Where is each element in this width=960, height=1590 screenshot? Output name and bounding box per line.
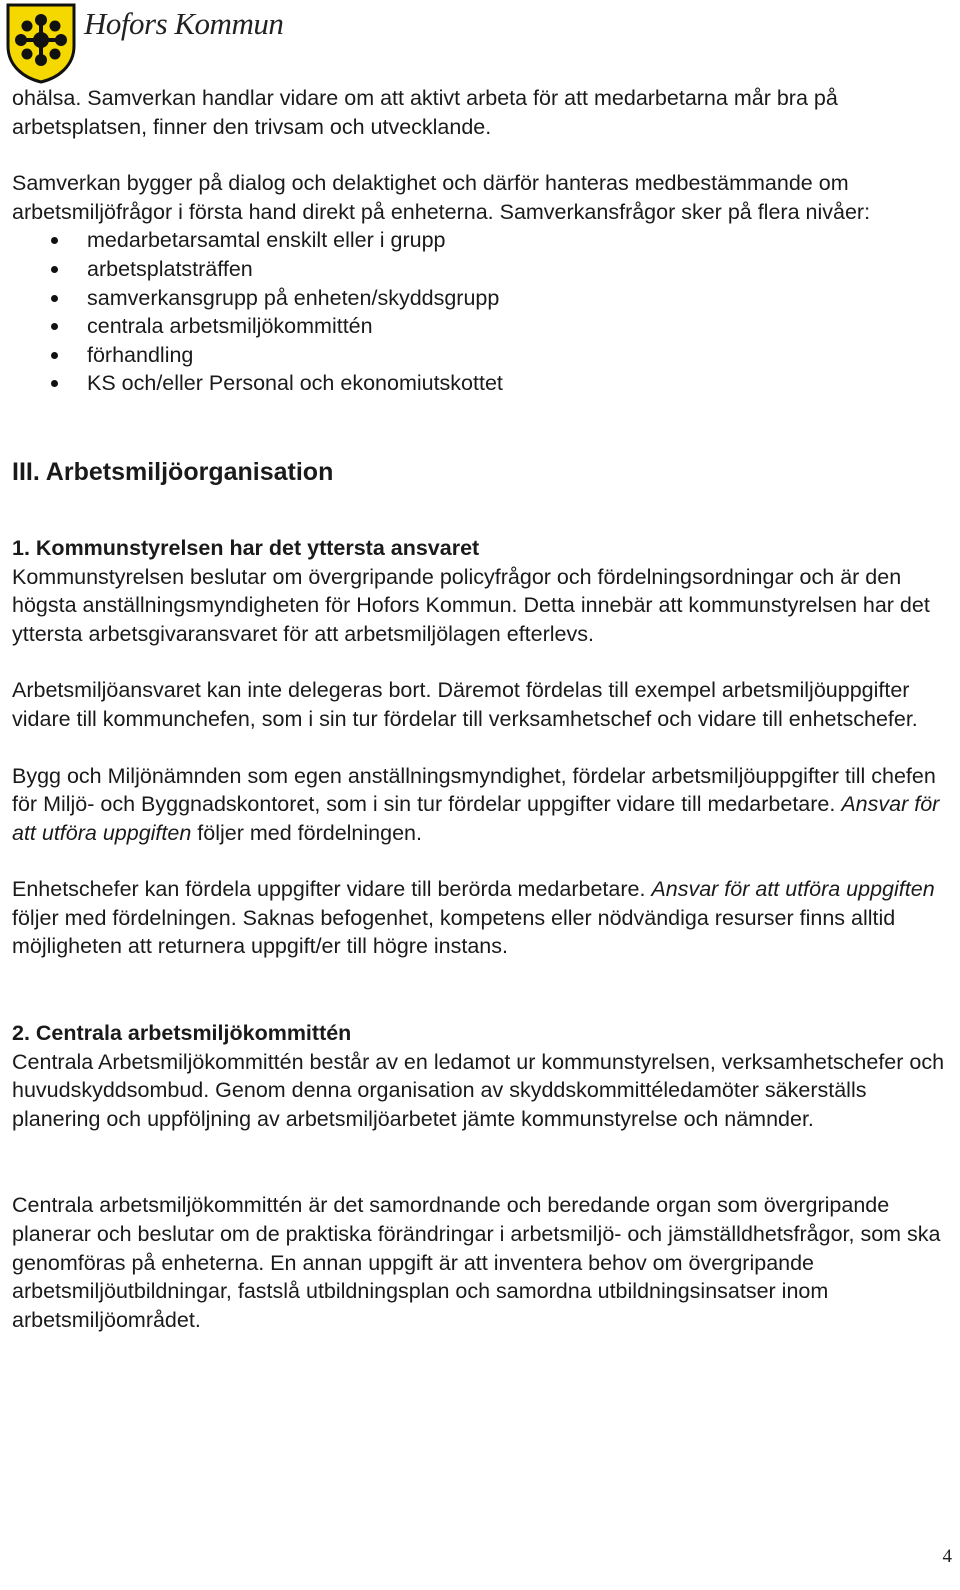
text-run: följer med fördelningen.: [197, 820, 422, 845]
list-item: samverkansgrupp på enheten/skyddsgrupp: [12, 284, 952, 313]
paragraph: Centrala Arbetsmiljökommittén består av en ledamot ur kommunstyrelsen, verksamhetschefer och huvudskyddsombud. Genom denna organisation av skyddskommittéledamöter säkerställs planering och uppföljning av arbetsmiljöarbetet jämte kommunstyrelse och nämnder.: [12, 1049, 945, 1131]
list-item: medarbetarsamtal enskilt eller i grupp: [12, 226, 952, 255]
paragraph: Samverkan bygger på dialog och delaktighet och därför hanteras medbestämmande om arbetsmiljöfrågor i första hand direkt på enheterna. Samverkansfrågor sker på flera nivåer:: [12, 171, 871, 224]
section-heading: III. Arbetsmiljöorganisation: [12, 457, 334, 486]
paragraph: Kommunstyrelsen beslutar om övergripande policyfrågor och fördelningsordningar och är den högsta anställningsmyndigheten för Hofors Kommun. Detta innebär att kommunstyrelsen har det yttersta arbetsgivaransvaret för att arbetsmiljölagen efterlevs.: [12, 564, 930, 646]
subsection-heading: 2. Centrala arbetsmiljökommittén: [12, 1021, 352, 1046]
paragraph: [12, 875, 952, 961]
list-item: förhandling: [12, 341, 952, 370]
emphasis-text: Ansvar för att utföra uppgiften: [651, 877, 935, 902]
emphasis-text: Ansvar för att utföra uppgiften: [12, 792, 940, 845]
bullet-list: [12, 226, 952, 398]
document-header: [4, 2, 283, 86]
text-run: Enhetschefer kan fördela uppgifter vidare till berörda medarbetare.: [12, 877, 646, 902]
document-body: [12, 84, 952, 1334]
paragraph: ohälsa. Samverkan handlar vidare om att aktivt arbeta för att medarbetarna mår bra på arbetsplatsen, finner den trivsam och utvecklande.: [12, 86, 838, 139]
page-number: 4: [942, 1546, 952, 1567]
subsection-heading: 1. Kommunstyrelsen har det yttersta ansvaret: [12, 535, 480, 560]
list-item: KS och/eller Personal och ekonomiutskottet: [12, 369, 952, 398]
paragraph: Centrala arbetsmiljökommittén är det samordnande och beredande organ som övergripande planerar och beslutar om de praktiska förändringar i arbetsmiljö- och jämställdhetsfrågor, som ska genomföras på enheterna. En annan uppgift är att inventera behov om övergripande arbetsmiljöutbildningar, fastslå utbildningsplan och samordna utbildningsinsatser inom arbetsmiljöområdet.: [12, 1193, 941, 1332]
paragraph: Arbetsmiljöansvaret kan inte delegeras bort. Däremot fördelas till exempel arbetsmiljöuppgifter vidare till kommunchefen, som i sin tur fördelar till verksamhetschef och vidare till enhetschefer.: [12, 678, 918, 731]
text-run: Bygg och Miljönämnden som egen anställningsmyndighet, fördelar arbetsmiljöuppgifter till chefen för Miljö- och Byggnadskontoret, som i sin tur fördelar uppgifter vidare till medarbetare.: [12, 763, 936, 817]
hofors-coat-of-arms-logo: [4, 2, 78, 84]
logo-wordmark: Hofors Kommun: [84, 6, 284, 41]
list-item: arbetsplatsträffen: [12, 255, 952, 284]
list-item: centrala arbetsmiljökommittén: [12, 312, 952, 341]
paragraph: [12, 762, 952, 848]
text-run: följer med fördelningen. Saknas befogenhet, kompetens eller nödvändiga resurser finns alltid möjligheten att returnera uppgift/er till högre instans.: [12, 905, 896, 959]
